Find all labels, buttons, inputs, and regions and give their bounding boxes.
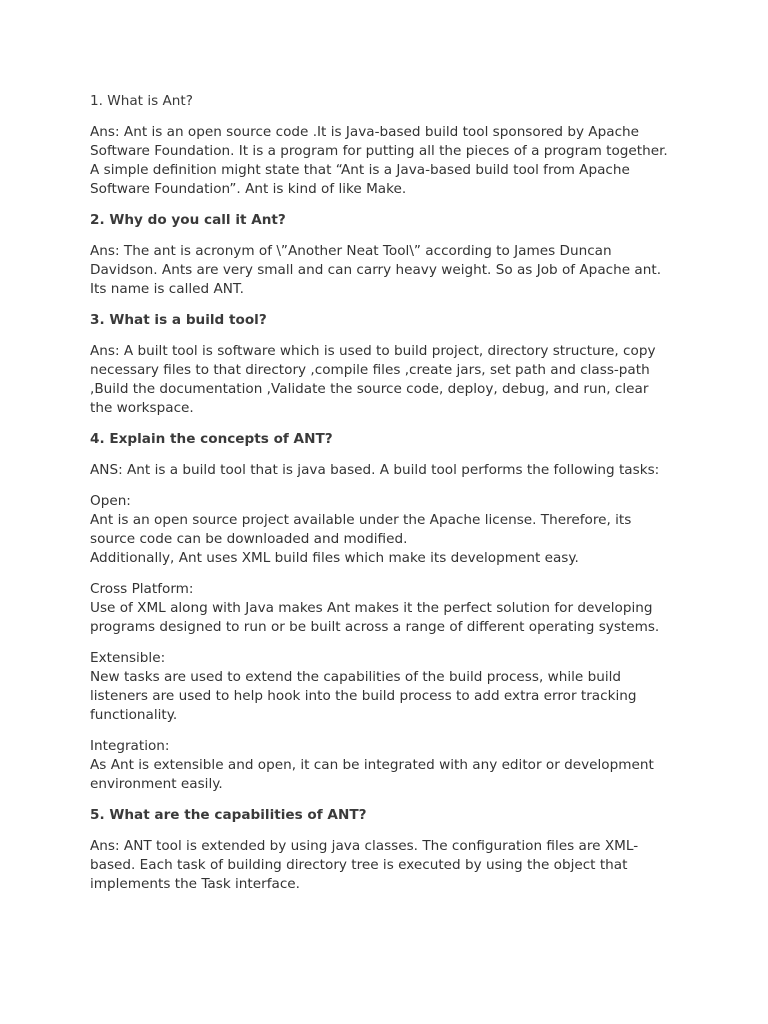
text-line: ,Build the documentation ,Validate the source code, deploy, debug, and run, clear <box>90 381 649 397</box>
answer-paragraph <box>90 242 690 299</box>
subheading-open: Open: <box>90 493 131 509</box>
text-line: source code can be downloaded and modified. <box>90 531 408 547</box>
text-line: Davidson. Ants are very small and can carry heavy weight. So as Job of Apache ant. <box>90 262 662 278</box>
text-line: New tasks are used to extend the capabilities of the build process, while build <box>90 669 622 685</box>
document-page <box>90 92 690 906</box>
answer-paragraph <box>90 837 690 894</box>
text-line: As Ant is extensible and open, it can be integrated with any editor or development <box>90 757 654 773</box>
answer-paragraph <box>90 123 690 199</box>
text-line: functionality. <box>90 707 178 723</box>
text-line: Ans: Ant is an open source code .It is Java-based build tool sponsored by Apache <box>90 124 640 140</box>
question-heading: 2. Why do you call it Ant? <box>90 212 286 228</box>
text-line: Use of XML along with Java makes Ant makes it the perfect solution for developing <box>90 600 653 616</box>
subheading-extensible: Extensible: <box>90 650 166 666</box>
answer-paragraph <box>90 461 690 480</box>
answer-paragraph <box>90 492 690 568</box>
answer-paragraph <box>90 737 690 794</box>
text-line: Software Foundation. It is a program for putting all the pieces of a program together. <box>90 143 668 159</box>
subheading-integration: Integration: <box>90 738 170 754</box>
text-line: environment easily. <box>90 776 223 792</box>
text-line: Its name is called ANT. <box>90 281 244 297</box>
text-line: listeners are used to help hook into the build process to add extra error tracking <box>90 688 637 704</box>
text-line: Ans: ANT tool is extended by using java classes. The configuration files are XML- <box>90 838 639 854</box>
answer-paragraph <box>90 580 690 637</box>
text-line: A simple definition might state that “Ant is a Java-based build tool from Apache <box>90 162 630 178</box>
text-line: Ans: A built tool is software which is used to build project, directory structure, copy <box>90 343 656 359</box>
text-line: necessary files to that directory ,compile files ,create jars, set path and class-path <box>90 362 650 378</box>
subheading-cross-platform: Cross Platform: <box>90 581 194 597</box>
text-line: ANS: Ant is a build tool that is java based. A build tool performs the following tasks: <box>90 462 660 478</box>
text-line: implements the Task interface. <box>90 876 300 892</box>
question-heading: 4. Explain the concepts of ANT? <box>90 431 333 447</box>
text-line: Ant is an open source project available under the Apache license. Therefore, its <box>90 512 632 528</box>
answer-paragraph <box>90 342 690 418</box>
text-line: Additionally, Ant uses XML build files which make its development easy. <box>90 550 579 566</box>
text-line: Ans: The ant is acronym of \”Another Neat Tool\” according to James Duncan <box>90 243 612 259</box>
question-heading: 1. What is Ant? <box>90 93 193 109</box>
question-heading: 5. What are the capabilities of ANT? <box>90 807 367 823</box>
text-line: the workspace. <box>90 400 194 416</box>
question-heading: 3. What is a build tool? <box>90 312 267 328</box>
text-line: based. Each task of building directory tree is executed by using the object that <box>90 857 628 873</box>
text-line: programs designed to run or be built across a range of different operating systems. <box>90 619 660 635</box>
text-line: Software Foundation”. Ant is kind of like Make. <box>90 181 407 197</box>
answer-paragraph <box>90 649 690 725</box>
